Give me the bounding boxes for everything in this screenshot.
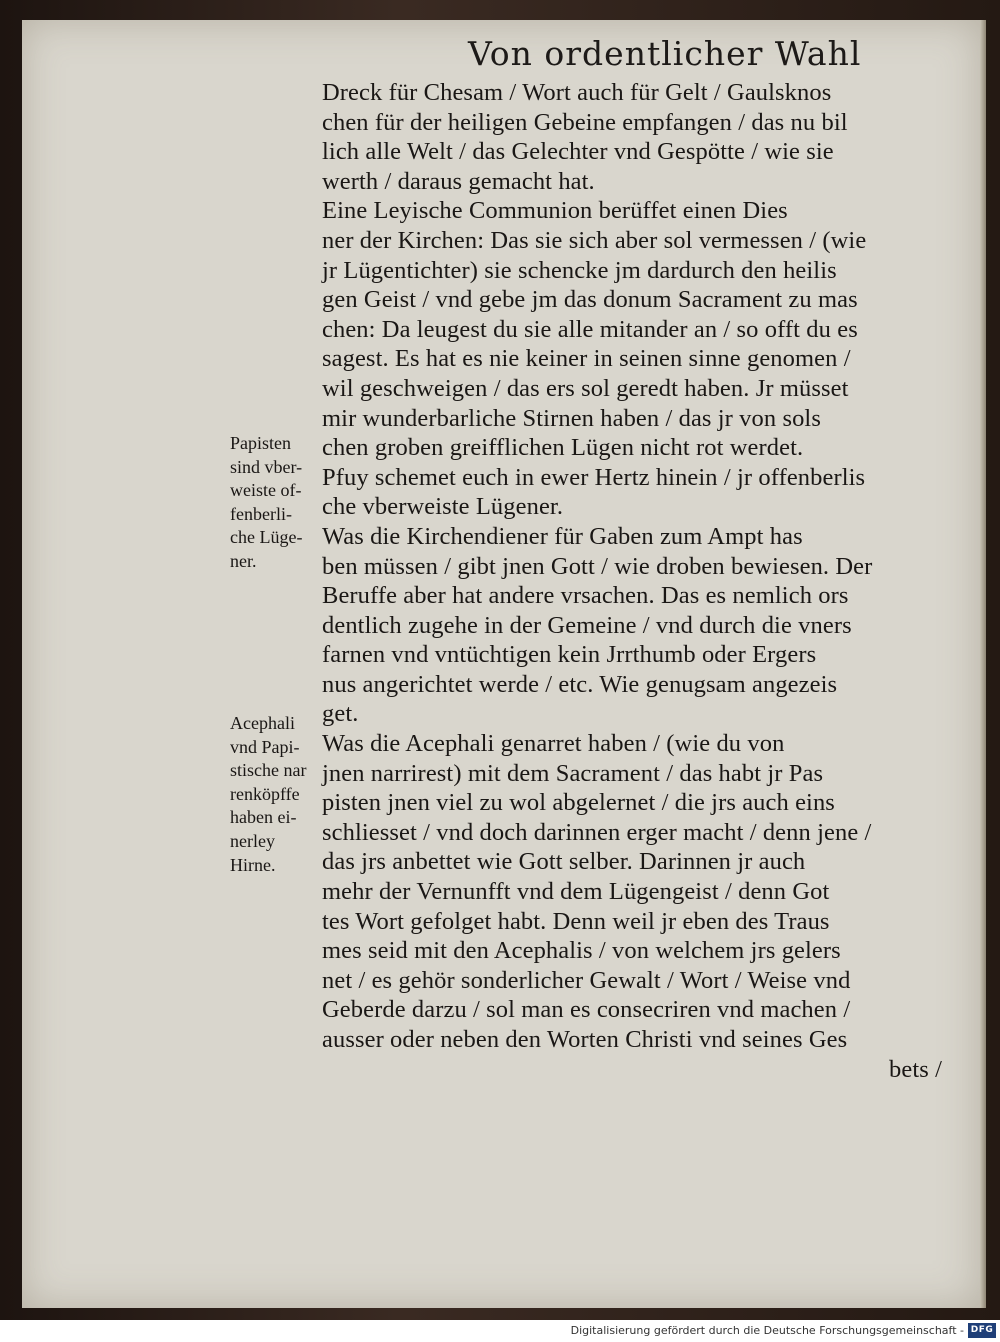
text-line: farnen vnd vntüchtigen kein Jrrthumb oder Ergers bbox=[322, 641, 817, 669]
text-line: tes Wort gefolget habt. Denn weil jr eben des Traus bbox=[322, 907, 830, 935]
text-line: Pfuy schemet euch in ewer Hertz hinein / jr offenberlis bbox=[322, 463, 866, 491]
text-line: mehr der Vernunfft vnd dem Lügengeist / denn Got bbox=[322, 878, 830, 906]
text-line: ausser oder neben den Worten Christi vnd seines Ges bbox=[322, 1026, 848, 1053]
text-line: nus angerichtet werde / etc. Wie genugsam angezeis bbox=[322, 670, 838, 698]
text-line: wil geschweigen / das ers sol geredt haben. Jr müsset bbox=[322, 374, 849, 402]
margin-note-line: Papisten bbox=[230, 433, 291, 453]
body-text bbox=[322, 78, 942, 1084]
margin-note-line: vnd Papi- bbox=[230, 736, 300, 757]
margin-note-line: Hirne. bbox=[230, 854, 276, 875]
text-line: Dreck für Chesam / Wort auch für Gelt / Gaulsknos bbox=[322, 79, 832, 106]
funding-credit: Digitalisierung gefördert durch die Deutsche Forschungsgemeinschaft - bbox=[570, 1324, 964, 1337]
text-line: get. bbox=[322, 700, 359, 728]
text-line: jnen narrirest) mit dem Sacrament / das habt jr Pas bbox=[322, 759, 824, 787]
text-line: che vberweiste Lügener. bbox=[322, 493, 564, 521]
text-line: gen Geist / vnd gebe jm das donum Sacrament zu mas bbox=[322, 286, 858, 314]
text-line: mir wunderbarliche Stirnen haben / das jr von sols bbox=[322, 404, 821, 432]
text-line: dentlich zugehe in der Gemeine / vnd durch die vners bbox=[322, 611, 852, 639]
text-line: Was die Acephali genarret haben / (wie du von bbox=[322, 730, 785, 758]
text-line: werth / daraus gemacht hat. bbox=[322, 167, 595, 195]
catchword: bets / bbox=[889, 1055, 942, 1083]
margin-note-line: ner. bbox=[230, 550, 257, 571]
margin-note-line: fenberli- bbox=[230, 503, 292, 524]
margin-note-line: che Lüge- bbox=[230, 527, 303, 548]
margin-note-line: nerley bbox=[230, 830, 275, 851]
margin-note-line: renköpffe bbox=[230, 783, 300, 804]
text-line: chen: Da leugest du sie alle mitander an / so offt du es bbox=[322, 315, 858, 343]
running-head: Von ordentlicher Wahl bbox=[468, 34, 862, 73]
text-line: schliesset / vnd doch darinnen erger macht / denn jene / bbox=[322, 818, 872, 846]
text-line: mes seid mit den Acephalis / von welchem jrs gelers bbox=[322, 937, 841, 965]
footer-bar bbox=[0, 1320, 1000, 1342]
text-line: ben müssen / gibt jnen Gott / wie droben bewiesen. Der bbox=[322, 552, 873, 580]
text-line: lich alle Welt / das Gelechter vnd Gespötte / wie sie bbox=[322, 138, 834, 166]
margin-note-line: haben ei- bbox=[230, 807, 297, 828]
text-line: Geberde darzu / sol man es consecriren vnd machen / bbox=[322, 996, 851, 1024]
margin-note-line: sind vber- bbox=[230, 456, 303, 477]
text-line: chen für der heiligen Gebeine empfangen / das nu bil bbox=[322, 108, 848, 136]
margin-note-line: stische nar bbox=[230, 760, 307, 781]
text-line: Beruffe aber hat andere vrsachen. Das es nemlich ors bbox=[322, 582, 849, 610]
text-line: Was die Kirchendiener für Gaben zum Ampt has bbox=[322, 522, 803, 550]
text-line: pisten jnen viel zu wol abgelernet / die jrs auch eins bbox=[322, 789, 835, 817]
margin-note-line: Acephali bbox=[230, 713, 295, 733]
page-edge bbox=[980, 20, 986, 1308]
text-line: chen groben greifflichen Lügen nicht rot werdet. bbox=[322, 434, 804, 462]
text-line: ner der Kirchen: Das sie sich aber sol vermessen / (wie bbox=[322, 226, 867, 254]
text-line: net / es gehör sonderlicher Gewalt / Wort / Weise vnd bbox=[322, 966, 851, 994]
margin-note-line: weiste of- bbox=[230, 480, 302, 501]
text-line: das jrs anbettet wie Gott selber. Darinnen jr auch bbox=[322, 848, 806, 876]
text-line: Eine Leyische Communion berüffet einen Dies bbox=[322, 197, 788, 225]
dfg-logo: DFG bbox=[968, 1323, 996, 1338]
text-line: jr Lügentichter) sie schencke jm dardurch den heilis bbox=[322, 256, 837, 284]
text-line: sagest. Es hat es nie keiner in seinen sinne genomen / bbox=[322, 345, 851, 373]
